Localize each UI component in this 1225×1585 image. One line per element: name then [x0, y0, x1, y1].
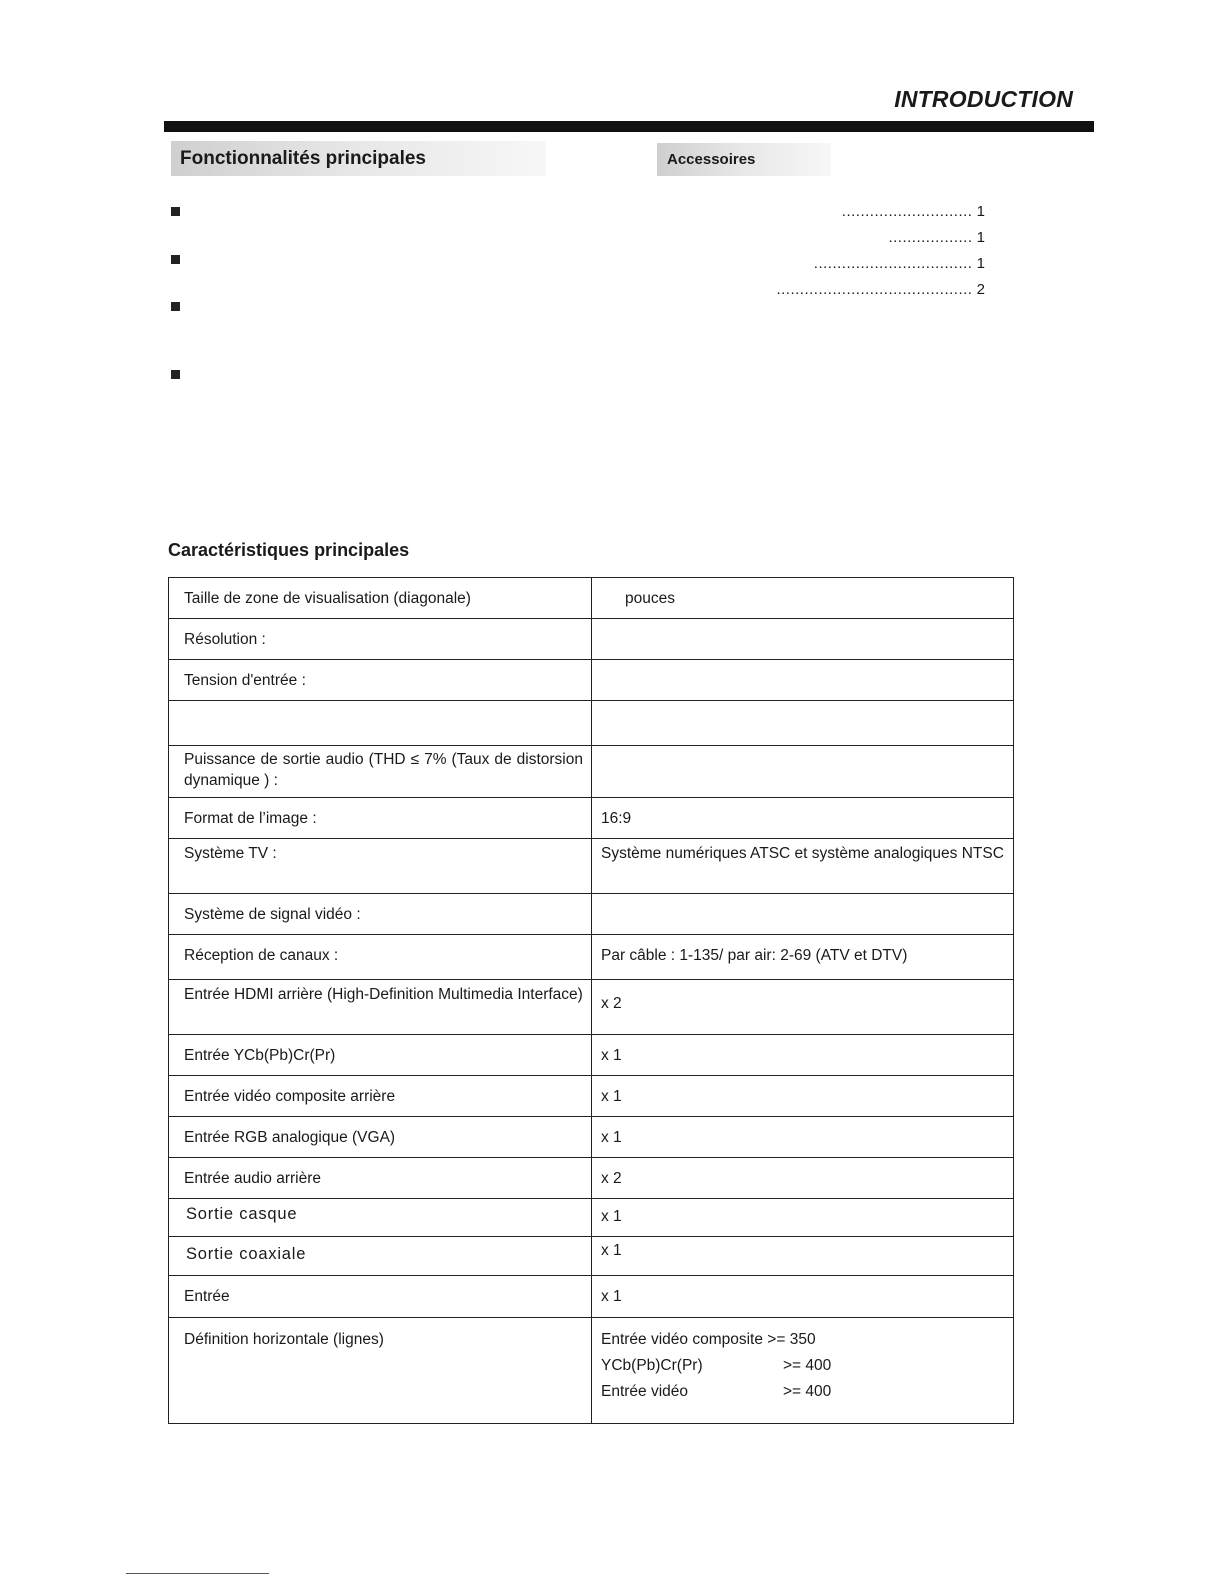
spec-value: x 2: [592, 980, 1014, 1035]
hdef-value: >= 350: [767, 1331, 816, 1348]
spec-label: Système TV :: [169, 839, 592, 894]
leader-dots: ............................: [841, 203, 973, 220]
spec-row: [169, 578, 1014, 619]
hdef-line: [601, 1353, 1005, 1379]
spec-value: [592, 660, 1014, 701]
spec-value: x 1: [592, 1117, 1014, 1158]
spec-value: [592, 619, 1014, 660]
spec-row: [169, 660, 1014, 701]
spec-row: [169, 1199, 1014, 1237]
spec-row: [169, 1318, 1014, 1424]
spec-row: [169, 1237, 1014, 1276]
spec-row: [169, 701, 1014, 746]
accessory-row-2: [888, 229, 985, 246]
spec-row: [169, 980, 1014, 1035]
leader-dots: ..........................................: [776, 281, 973, 298]
spec-label: Entrée YCb(Pb)Cr(Pr): [169, 1035, 592, 1076]
spec-label: Entrée vidéo composite arrière: [169, 1076, 592, 1117]
hdef-input-name: Entrée vidéo composite: [601, 1331, 763, 1348]
hdef-value: >= 400: [783, 1383, 832, 1400]
spec-row: [169, 839, 1014, 894]
spec-value: 16:9: [592, 798, 1014, 839]
feature-bullet-2: [171, 255, 180, 264]
spec-row: [169, 1158, 1014, 1199]
hdef-input-name: Entrée vidéo: [601, 1383, 689, 1400]
spec-label: Entrée HDMI arrière (High-Definition Multimedia Interface): [169, 980, 592, 1035]
spec-value-multiline: [592, 1318, 1014, 1424]
features-heading: Fonctionnalités principales: [180, 147, 426, 169]
spec-label: Tension d'entrée :: [169, 660, 592, 701]
specs-heading: Caractéristiques principales: [168, 540, 410, 560]
leader-dots: ..................................: [813, 255, 973, 272]
accessory-qty: 1: [976, 229, 985, 246]
spec-label: Système de signal vidéo :: [169, 894, 592, 935]
leader-dots: ..................: [888, 229, 973, 246]
spec-label: Entrée audio arrière: [169, 1158, 592, 1199]
accessory-row-4: [776, 281, 985, 298]
specs-table: [168, 577, 1014, 1424]
spec-value: [592, 746, 1014, 798]
footer-link-underline: [126, 1573, 269, 1574]
accessory-qty: 2: [976, 281, 985, 298]
page-section-title: INTRODUCTION: [894, 86, 1073, 112]
accessories-heading: Accessoires: [667, 151, 756, 168]
accessory-row-1: [842, 203, 985, 220]
spec-row: [169, 746, 1014, 798]
spec-value: x 1: [592, 1199, 1014, 1237]
spec-value: x 1: [592, 1076, 1014, 1117]
spec-label: Résolution :: [169, 619, 592, 660]
spec-row: [169, 1276, 1014, 1318]
spec-label: Format de l’image :: [169, 798, 592, 839]
hdef-value: >= 400: [783, 1357, 832, 1374]
spec-row: [169, 619, 1014, 660]
spec-row: [169, 1035, 1014, 1076]
spec-row: [169, 935, 1014, 980]
spec-label: Sortie casque: [169, 1199, 592, 1237]
header-rule: [164, 121, 1094, 132]
feature-bullet-4: [171, 370, 180, 379]
hdef-line: [601, 1379, 1005, 1405]
feature-bullet-3: [171, 302, 180, 311]
feature-bullet-1: [171, 207, 180, 216]
spec-label: [169, 701, 592, 746]
spec-value: x 1: [592, 1276, 1014, 1318]
spec-value: [592, 894, 1014, 935]
accessory-qty: 1: [976, 203, 985, 220]
spec-value: Par câble : 1-135/ par air: 2-69 (ATV et DTV): [592, 935, 1014, 980]
spec-value: Système numériques ATSC et système analogiques NTSC: [592, 839, 1014, 894]
spec-value: x 2: [592, 1158, 1014, 1199]
features-heading-box: [171, 141, 546, 176]
spec-row: [169, 1117, 1014, 1158]
spec-row: [169, 1076, 1014, 1117]
spec-label: Entrée RGB analogique (VGA): [169, 1117, 592, 1158]
accessories-heading-box: [657, 143, 831, 176]
spec-label: Réception de canaux :: [169, 935, 592, 980]
spec-label: Entrée: [169, 1276, 592, 1318]
hdef-line: [601, 1327, 1005, 1353]
spec-label: Taille de zone de visualisation (diagonale): [169, 578, 592, 619]
spec-label: Définition horizontale (lignes): [169, 1318, 592, 1424]
spec-row: [169, 894, 1014, 935]
accessory-row-3: [814, 255, 985, 272]
spec-value: [592, 701, 1014, 746]
spec-value: x 1: [592, 1237, 1014, 1276]
spec-value: pouces: [592, 578, 1014, 619]
spec-value: x 1: [592, 1035, 1014, 1076]
spec-label: Sortie coaxiale: [169, 1237, 592, 1276]
accessory-qty: 1: [976, 255, 985, 272]
hdef-input-name: YCb(Pb)Cr(Pr): [601, 1357, 703, 1374]
spec-label: Puissance de sortie audio (THD ≤ 7% (Taux de distorsion dynamique ) :: [169, 746, 592, 798]
spec-row: [169, 798, 1014, 839]
